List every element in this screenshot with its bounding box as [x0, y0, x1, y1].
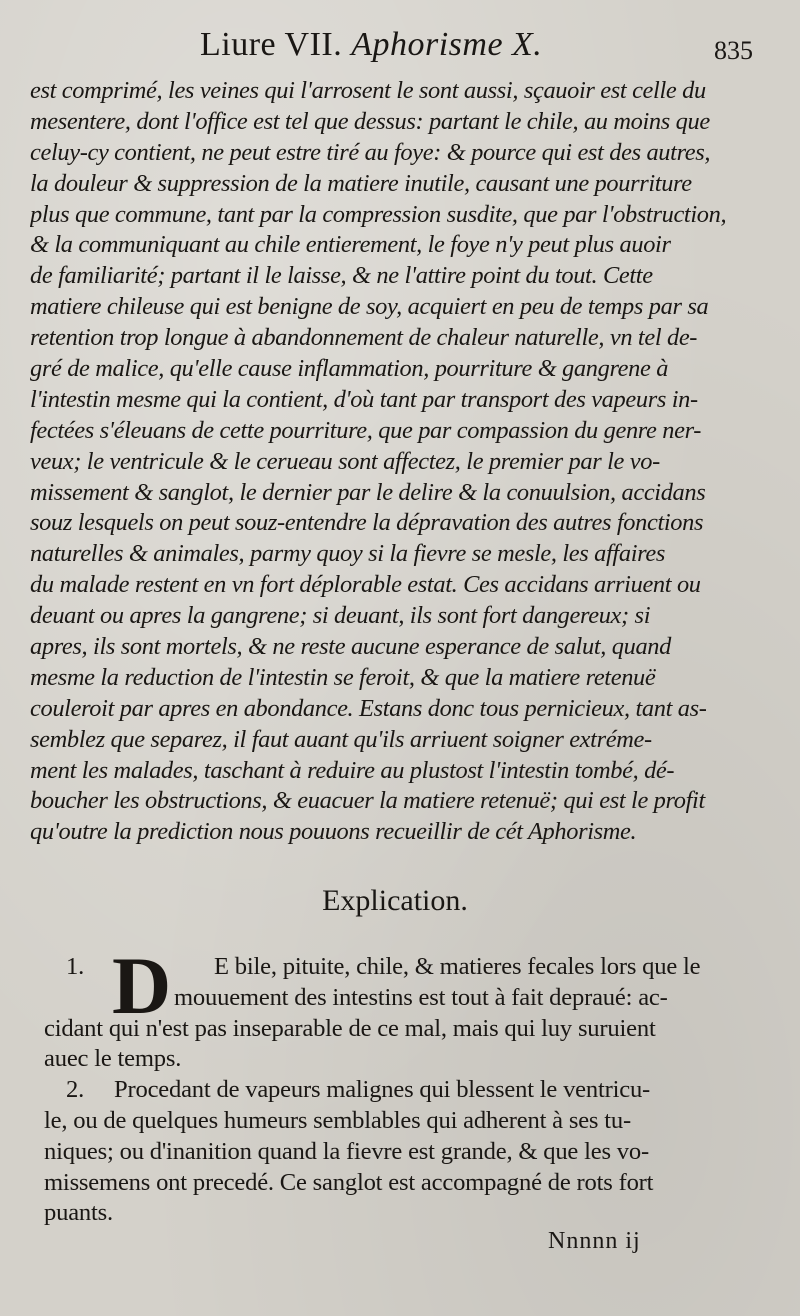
- aphorism-line: qu'outre la prediction nous pouuons recueillir de cét Aphorisme.: [30, 818, 637, 846]
- aphorism-line: plus que commune, tant par la compression susdite, que par l'obstruction,: [30, 200, 727, 228]
- aphorism-line: & la communiquant au chile entierement, le foye n'y peut plus auoir: [30, 231, 671, 259]
- drop-cap-initial: D: [112, 940, 172, 1031]
- note-2-line-1: 2. Procedant de vapeurs malignes qui blessent le ventricu-: [44, 1075, 774, 1106]
- aphorism-line: de familiarité; partant il le laisse, & ne l'attire point du tout. Cette: [30, 262, 653, 290]
- page-number: 835: [714, 36, 753, 65]
- aphorism-line: est comprimé, les veines qui l'arrosent le sont aussi, sçauoir est celle du: [30, 77, 706, 104]
- aphorism-number: Aphorisme X.: [351, 26, 543, 63]
- running-head-title: [200, 26, 542, 64]
- aphorism-line: fectées s'éleuans de cette pourriture, que par compassion du genre ner-: [30, 416, 702, 444]
- aphorism-line: naturelles & animales, parmy quoy si la fievre se mesle, les affaires: [30, 540, 665, 568]
- note-2-line-5: puants.: [44, 1199, 113, 1227]
- book-number: Liure VII.: [200, 26, 343, 63]
- note-2-line-3: niques; ou d'inanition quand la fievre est grande, & que les vo-: [44, 1137, 649, 1165]
- aphorism-commentary: [30, 76, 770, 848]
- aphorism-line: souz lesquels on peut souz-entendre la dépravation des autres fonctions: [30, 509, 704, 537]
- aphorism-line: la douleur & suppression de la matiere inutile, causant une pourriture: [30, 169, 692, 197]
- aphorism-line: matiere chileuse qui est benigne de soy, acquiert en peu de temps par sa: [30, 293, 709, 321]
- aphorism-line: mesentere, dont l'office est tel que dessus: partant le chile, au moins que: [30, 107, 710, 135]
- aphorism-line: l'intestin mesme qui la contient, d'où tant par transport des vapeurs in-: [30, 385, 698, 413]
- signature-catchword: Nnnnn ij: [548, 1228, 641, 1254]
- aphorism-line: apres, ils sont mortels, & ne reste aucune esperance de salut, quand: [30, 633, 671, 661]
- aphorism-line: du malade restent en vn fort déplorable estat. Ces accidans arriuent ou: [30, 571, 701, 599]
- aphorism-line: deuant ou apres la gangrene; si deuant, ils sont fort dangereux; si: [30, 602, 651, 630]
- note-2-line-4: missemens ont precedé. Ce sanglot est accompagné de rots fort: [44, 1168, 654, 1196]
- aphorism-line: retention trop longue à abandonnement de chaleur naturelle, vn tel de-: [30, 324, 698, 352]
- note-1-line-3: cidant qui n'est pas inseparable de ce mal, mais qui luy suruient: [44, 1014, 656, 1042]
- aphorism-line: semblez que separez, il faut auant qu'ils arriuent soigner extréme-: [30, 725, 652, 753]
- aphorism-line: gré de malice, qu'elle cause inflammation, pourriture & gangrene à: [30, 355, 669, 383]
- aphorism-line: mesme la reduction de l'intestin se feroit, & que la matiere retenuë: [30, 663, 656, 691]
- aphorism-line: ment les malades, taschant à reduire au plustost l'intestin tombé, dé-: [30, 756, 675, 784]
- note-1-line-1: 1. E bile, pituite, chile, & matieres fecales lors que le: [44, 952, 774, 983]
- note-1-line-4: auec le temps.: [44, 1045, 182, 1073]
- aphorism-line: boucher les obstructions, & euacuer la matiere retenuë; qui est le profit: [30, 787, 705, 815]
- note-1-line-2: mouuement des intestins est tout à fait depraué: ac-: [174, 983, 668, 1011]
- note-2-number: 2.: [66, 1076, 85, 1104]
- aphorism-line: couleroit par apres en abondance. Estans donc tous pernicieux, tant as-: [30, 694, 707, 722]
- note-2-line-2: le, ou de quelques humeurs semblables qui adherent à ses tu-: [44, 1106, 631, 1134]
- aphorism-line: veux; le ventricule & le cerueau sont affectez, le premier par le vo-: [30, 447, 660, 475]
- aphorism-line: missement & sanglot, le dernier par le delire & la conuulsion, accidans: [30, 478, 706, 506]
- note-1-number: 1.: [66, 953, 85, 980]
- aphorism-line: celuy-cy contient, ne peut estre tiré au foye: & pource qui est des autres,: [30, 138, 711, 166]
- explication-notes: [44, 940, 774, 1229]
- explication-heading: Explication.: [322, 884, 468, 917]
- running-head: [0, 22, 800, 66]
